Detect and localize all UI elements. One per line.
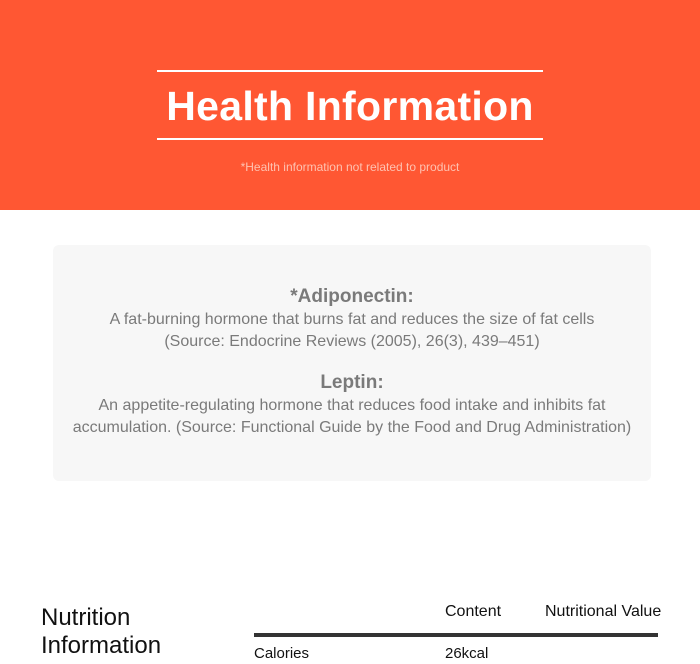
table-header-rule <box>254 633 658 637</box>
disclaimer-note: *Health information not related to product <box>240 160 460 174</box>
term-source-line: accumulation. (Source: Functional Guide by the Food and Drug Administration) <box>72 418 632 436</box>
table-row-content: 26kcal <box>445 645 489 662</box>
title-bottom-rule <box>157 138 543 140</box>
page-title: Health Information <box>166 83 534 129</box>
term-description-line: A fat-burning hormone that burns fat and reduces the size of fat cells <box>109 311 595 328</box>
column-header-nutritional-value: Nutritional Value <box>545 603 662 620</box>
health-info-banner <box>0 0 700 210</box>
title-top-rule <box>157 70 543 72</box>
hormone-info-box <box>53 245 651 481</box>
term-heading: *Adiponectin: <box>290 286 414 307</box>
nutrition-heading: Nutrition Information <box>41 604 162 659</box>
term-description-line: An appetite-regulating hormone that reduces food intake and inhibits fat <box>98 397 606 414</box>
info-entry-adiponectin <box>53 285 651 352</box>
term-heading: Leptin: <box>320 372 384 393</box>
table-row-label: Calories <box>254 645 310 662</box>
column-header-content: Content <box>445 603 502 620</box>
term-source-line: (Source: Endocrine Reviews (2005), 26(3), 439–451) <box>164 332 540 350</box>
info-entry-leptin <box>53 371 651 438</box>
